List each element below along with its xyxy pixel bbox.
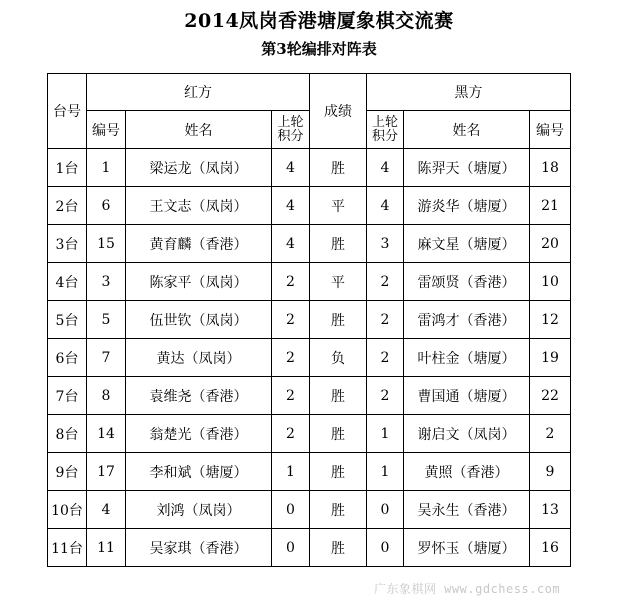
cell-table-no: 3台 (48, 225, 87, 263)
cell-black-number: 2 (530, 415, 571, 453)
cell-black-name: 麻文星（塘厦） (404, 225, 530, 263)
cell-red-name: 黄达（凤岗） (126, 339, 272, 377)
cell-red-name: 袁维尧（香港） (126, 377, 272, 415)
cell-table-no: 6台 (48, 339, 87, 377)
cell-red-prev-score: 0 (272, 529, 310, 567)
cell-result: 负 (310, 339, 367, 377)
header-table-no: 台号 (48, 74, 87, 149)
cell-red-name: 翁楚光（香港） (126, 415, 272, 453)
cell-red-prev-score: 4 (272, 225, 310, 263)
cell-black-number: 13 (530, 491, 571, 529)
cell-black-name: 雷颂贤（香港） (404, 263, 530, 301)
cell-table-no: 9台 (48, 453, 87, 491)
cell-black-prev-score: 2 (367, 301, 404, 339)
table-row (48, 149, 571, 187)
cell-red-number: 1 (87, 149, 126, 187)
cell-red-number: 5 (87, 301, 126, 339)
table-row (48, 529, 571, 567)
cell-red-name: 刘鸿（凤岗） (126, 491, 272, 529)
cell-red-name: 伍世钦（凤岗） (126, 301, 272, 339)
header-red-side: 红方 (87, 74, 310, 111)
cell-black-prev-score: 0 (367, 529, 404, 567)
header-red-name: 姓名 (126, 111, 272, 149)
cell-black-prev-score: 2 (367, 339, 404, 377)
header-row-sub (48, 111, 571, 149)
page-title: 2014凤岗香港塘厦象棋交流赛 (184, 10, 454, 32)
cell-red-number: 3 (87, 263, 126, 301)
cell-black-prev-score: 1 (367, 453, 404, 491)
cell-result: 胜 (310, 225, 367, 263)
cell-result: 胜 (310, 149, 367, 187)
cell-red-prev-score: 1 (272, 453, 310, 491)
cell-table-no: 2台 (48, 187, 87, 225)
cell-result: 胜 (310, 377, 367, 415)
cell-black-prev-score: 0 (367, 491, 404, 529)
cell-red-number: 15 (87, 225, 126, 263)
cell-black-number: 20 (530, 225, 571, 263)
cell-result: 胜 (310, 453, 367, 491)
cell-table-no: 4台 (48, 263, 87, 301)
cell-black-number: 16 (530, 529, 571, 567)
table-row (48, 263, 571, 301)
cell-red-name: 王文志（凤岗） (126, 187, 272, 225)
cell-black-name: 罗怀玉（塘厦） (404, 529, 530, 567)
watermark: 广东象棋网 www.gdchess.com (374, 582, 561, 596)
table-row (48, 491, 571, 529)
header-result: 成绩 (310, 74, 367, 149)
cell-table-no: 5台 (48, 301, 87, 339)
cell-table-no: 11台 (48, 529, 87, 567)
table-row (48, 301, 571, 339)
cell-black-prev-score: 2 (367, 377, 404, 415)
table-row (48, 225, 571, 263)
cell-black-name: 黄照（香港） (404, 453, 530, 491)
cell-red-name: 李和斌（塘厦） (126, 453, 272, 491)
header-row-top (48, 74, 571, 111)
cell-red-prev-score: 2 (272, 377, 310, 415)
cell-black-name: 吴永生（香港） (404, 491, 530, 529)
cell-red-name: 黄育麟（香港） (126, 225, 272, 263)
cell-red-prev-score: 2 (272, 415, 310, 453)
cell-black-name: 雷鸿才（香港） (404, 301, 530, 339)
cell-table-no: 1台 (48, 149, 87, 187)
cell-red-number: 6 (87, 187, 126, 225)
header-red-prev-score: 上轮积分 (272, 111, 310, 149)
cell-black-prev-score: 3 (367, 225, 404, 263)
cell-red-prev-score: 0 (272, 491, 310, 529)
table-row (48, 415, 571, 453)
cell-result: 胜 (310, 491, 367, 529)
cell-table-no: 8台 (48, 415, 87, 453)
cell-red-number: 17 (87, 453, 126, 491)
cell-result: 平 (310, 263, 367, 301)
cell-black-name: 陈羿天（塘厦） (404, 149, 530, 187)
cell-result: 胜 (310, 415, 367, 453)
cell-red-prev-score: 4 (272, 149, 310, 187)
cell-black-name: 叶柱金（塘厦） (404, 339, 530, 377)
cell-red-number: 4 (87, 491, 126, 529)
header-black-side: 黑方 (367, 74, 571, 111)
cell-black-number: 12 (530, 301, 571, 339)
cell-black-name: 谢启文（凤岗） (404, 415, 530, 453)
cell-black-number: 19 (530, 339, 571, 377)
header-black-prev-score: 上轮积分 (367, 111, 404, 149)
cell-red-prev-score: 4 (272, 187, 310, 225)
cell-black-number: 9 (530, 453, 571, 491)
cell-result: 胜 (310, 529, 367, 567)
table-row (48, 377, 571, 415)
cell-black-prev-score: 4 (367, 187, 404, 225)
header-black-name: 姓名 (404, 111, 530, 149)
header-red-number: 编号 (87, 111, 126, 149)
cell-red-name: 梁运龙（凤岗） (126, 149, 272, 187)
header-black-number: 编号 (530, 111, 571, 149)
page-subtitle: 第3轮编排对阵表 (261, 40, 377, 58)
cell-red-prev-score: 2 (272, 263, 310, 301)
table-row (48, 453, 571, 491)
cell-red-number: 8 (87, 377, 126, 415)
cell-table-no: 10台 (48, 491, 87, 529)
cell-red-number: 11 (87, 529, 126, 567)
cell-black-number: 10 (530, 263, 571, 301)
cell-red-number: 14 (87, 415, 126, 453)
cell-red-prev-score: 2 (272, 339, 310, 377)
cell-red-name: 陈家平（凤岗） (126, 263, 272, 301)
cell-black-prev-score: 2 (367, 263, 404, 301)
cell-red-prev-score: 2 (272, 301, 310, 339)
cell-result: 平 (310, 187, 367, 225)
cell-result: 胜 (310, 301, 367, 339)
cell-red-number: 7 (87, 339, 126, 377)
table-row (48, 339, 571, 377)
cell-black-number: 21 (530, 187, 571, 225)
cell-black-prev-score: 1 (367, 415, 404, 453)
cell-red-name: 吴家琪（香港） (126, 529, 272, 567)
cell-black-name: 游炎华（塘厦） (404, 187, 530, 225)
cell-table-no: 7台 (48, 377, 87, 415)
cell-black-name: 曹国通（塘厦） (404, 377, 530, 415)
cell-black-number: 22 (530, 377, 571, 415)
pairing-table (47, 73, 571, 567)
cell-black-number: 18 (530, 149, 571, 187)
table-row (48, 187, 571, 225)
cell-black-prev-score: 4 (367, 149, 404, 187)
